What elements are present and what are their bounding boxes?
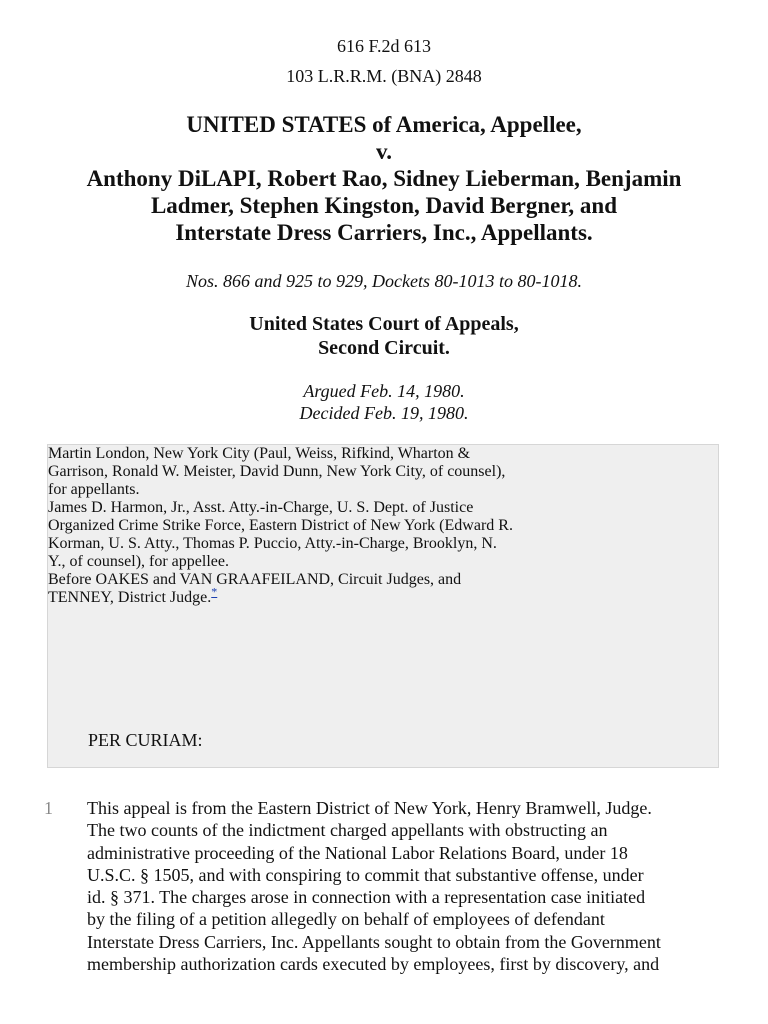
panel-line-text: TENNEY, District Judge.: [48, 589, 212, 606]
counsel-line: Garrison, Ronald W. Meister, David Dunn, New York City, of counsel),: [48, 463, 506, 480]
decided-date: Decided Feb. 19, 1980.: [299, 403, 469, 423]
opinion-line: U.S.C. § 1505, and with conspiring to commit that substantive offense, under: [87, 864, 644, 885]
argued-date: Argued Feb. 14, 1980.: [303, 381, 465, 401]
case-title: [0, 111, 768, 246]
opinion-line: This appeal is from the Eastern District of New York, Henry Bramwell, Judge.: [87, 798, 652, 818]
case-dates: [0, 380, 768, 424]
case-title-line: Interstate Dress Carriers, Inc., Appellants.: [175, 220, 593, 245]
opinion-line: administrative proceeding of the National Labor Relations Board, under 18: [87, 842, 628, 863]
opinion-line: by the filing of a petition allegedly on behalf of employees of defendant: [87, 909, 605, 930]
opinion-line: Interstate Dress Carriers, Inc. Appellants sought to obtain from the Government: [87, 931, 661, 952]
counsel-line: Organized Crime Strike Force, Eastern District of New York (Edward R.: [48, 517, 513, 534]
counsel-line: Martin London, New York City (Paul, Weiss, Rifkind, Wharton &: [48, 445, 471, 462]
opinion-line: membership authorization cards executed by employees, first by discovery, and: [87, 954, 660, 975]
panel-line: [48, 584, 718, 607]
opinion-paragraph: [87, 797, 737, 975]
case-title-line: Ladmer, Stephen Kingston, David Bergner, and: [150, 193, 618, 218]
case-title-line: UNITED STATES of America, Appellee,: [186, 112, 582, 137]
counsel-line: Korman, U. S. Atty., Thomas P. Puccio, Atty.-in-Charge, Brooklyn, N.: [48, 535, 497, 552]
court-name: [0, 312, 768, 360]
footnote-link[interactable]: *: [211, 584, 218, 599]
paragraph-number: 1: [44, 798, 53, 818]
docket-numbers: Nos. 866 and 925 to 929, Dockets 80-1013 to 80-1018.: [186, 271, 582, 291]
counsel-line: Y., of counsel), for appellee.: [48, 553, 229, 570]
opinion-line: The two counts of the indictment charged appellants with obstructing an: [87, 820, 608, 841]
per-curiam-heading: PER CURIAM:: [88, 730, 203, 750]
case-title-line: Anthony DiLAPI, Robert Rao, Sidney Lieberman, Benjamin: [86, 166, 682, 191]
counsel-line: for appellants.: [48, 481, 140, 498]
counsel-box: [47, 444, 719, 768]
panel-line: Before OAKES and VAN GRAAFEILAND, Circuit Judges, and: [48, 571, 462, 588]
counsel-line: James D. Harmon, Jr., Asst. Atty.-in-Charge, U. S. Dept. of Justice: [48, 499, 474, 516]
court-line: Second Circuit.: [318, 337, 450, 359]
citation-lrrm: 103 L.R.R.M. (BNA) 2848: [286, 66, 482, 86]
opinion-line: id. § 371. The charges arose in connection with a representation case initiated: [87, 887, 646, 908]
citation-reporter: 616 F.2d 613: [336, 36, 432, 56]
case-title-line: v.: [376, 139, 392, 164]
court-line: United States Court of Appeals,: [249, 313, 519, 335]
